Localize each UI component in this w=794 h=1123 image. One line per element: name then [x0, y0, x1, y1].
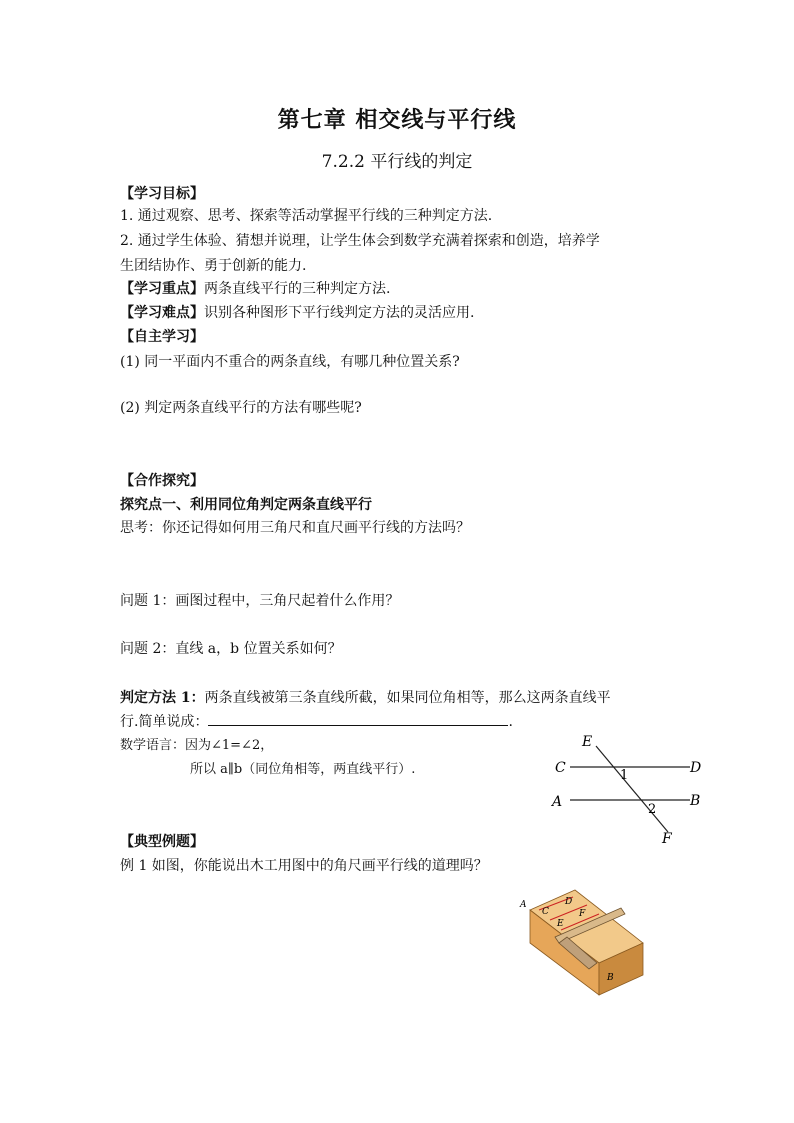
answer-blank[interactable]	[208, 711, 508, 726]
difficulty-text: 识别各种图形下平行线判定方法的灵活应用.	[204, 305, 475, 321]
math-conclusion: 所以 a∥b（同位角相等，两直线平行）.	[190, 762, 416, 777]
wood-label-b: B	[607, 973, 614, 983]
section-subtitle: 7.2.2 平行线的判定	[321, 152, 473, 172]
wood-block-figure	[515, 885, 655, 1000]
objectives-heading: 【学习目标】	[120, 186, 204, 202]
wood-label-d: D	[565, 897, 573, 907]
self-study-question-1: (1) 同一平面内不重合的两条直线，有哪几种位置关系?	[120, 354, 460, 370]
transversal-ef	[596, 746, 668, 832]
method-1-end: .	[508, 714, 513, 730]
question-1: 问题 1：画图过程中，三角尺起着什么作用？	[120, 593, 400, 609]
angle-1-label: 1	[620, 768, 629, 783]
label-f: F	[662, 831, 672, 847]
label-d: D	[690, 760, 702, 776]
method-1-text: 两条直线被第三条直线所截，如果同位角相等，那么这两条直线平	[204, 690, 611, 706]
objective-item-2: 2. 通过学生体验、猜想并说理，让学生体会到数学充满着探索和创造，培养学	[120, 233, 600, 249]
cooperation-heading: 【合作探究】	[120, 473, 204, 489]
objective-item-2-cont: 生团结协作、勇于创新的能力.	[120, 258, 307, 274]
example-1: 例 1 如图，你能说出木工用图中的角尺画平行线的道理吗？	[120, 858, 488, 874]
label-c: C	[555, 760, 566, 776]
method-1-cont	[120, 711, 513, 733]
think-prompt: 思考：你还记得如何用三角尺和直尺画平行线的方法吗？	[120, 520, 470, 536]
wood-label-e: E	[557, 919, 564, 929]
examples-heading: 【典型例题】	[120, 834, 204, 850]
method-1-label: 判定方法 1：	[120, 690, 205, 706]
page-title: 第七章 相交线与平行线	[277, 107, 517, 133]
self-study-question-2: (2) 判定两条直线平行的方法有哪些呢?	[120, 400, 362, 416]
key-point-text: 两条直线平行的三种判定方法.	[204, 281, 391, 297]
label-e: E	[582, 734, 593, 750]
difficulty	[120, 302, 474, 324]
method-1-short-label: 行.简单说成：	[120, 714, 209, 730]
angle-2-label: 2	[648, 802, 657, 817]
wood-label-f: F	[579, 909, 586, 919]
label-b: B	[690, 793, 701, 809]
label-a: A	[552, 794, 563, 810]
method-1	[120, 687, 611, 709]
self-study-heading: 【自主学习】	[120, 329, 204, 345]
difficulty-label: 【学习难点】	[120, 305, 204, 321]
objective-item-1: 1. 通过观察、思考、探索等活动掌握平行线的三种判定方法.	[120, 208, 493, 224]
question-2: 问题 2：直线 a，b 位置关系如何？	[120, 641, 342, 657]
parallel-lines-figure	[540, 730, 720, 850]
math-language: 数学语言：因为∠1=∠2，	[120, 738, 274, 753]
key-point-label: 【学习重点】	[120, 281, 204, 297]
explore-point-1: 探究点一、利用同位角判定两条直线平行	[120, 497, 372, 513]
key-point	[120, 278, 390, 300]
wood-label-c: C	[542, 907, 549, 917]
wood-label-a: A	[520, 900, 527, 910]
